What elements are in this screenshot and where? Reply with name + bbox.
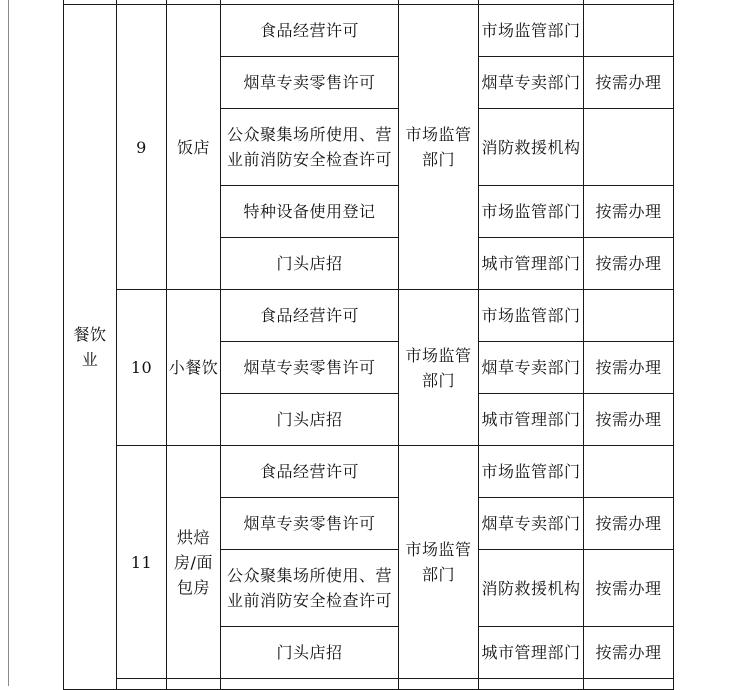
office-cell: 烟草专卖部门 — [479, 498, 584, 550]
permit-item: 食品经营许可 — [221, 5, 399, 57]
department-label: 市场监管部门 — [405, 540, 472, 584]
table-row — [64, 5, 674, 57]
permit-item: 公众聚集场所使用、营业前消防安全检查许可 — [226, 566, 392, 610]
note-cell: 按需办理 — [584, 394, 674, 446]
permit-item-cell — [221, 109, 399, 186]
group-number: 11 — [117, 446, 167, 679]
office-cell: 城市管理部门 — [479, 238, 584, 290]
permit-item: 烟草专卖零售许可 — [221, 57, 399, 109]
office-cell: 消防救援机构 — [479, 550, 584, 627]
permit-item: 烟草专卖零售许可 — [221, 342, 399, 394]
stub-cell — [399, 679, 479, 690]
office-cell: 市场监管部门 — [479, 446, 584, 498]
note-cell — [584, 446, 674, 498]
stub-cell — [479, 679, 584, 690]
office-cell: 消防救援机构 — [479, 109, 584, 186]
department-cell — [399, 5, 479, 290]
note-cell: 按需办理 — [584, 498, 674, 550]
permit-item: 食品经营许可 — [221, 446, 399, 498]
note-cell: 按需办理 — [584, 238, 674, 290]
note-cell — [584, 109, 674, 186]
permit-table-container — [63, 0, 673, 690]
office-cell: 市场监管部门 — [479, 290, 584, 342]
industry-label: 餐饮业 — [73, 325, 107, 369]
note-cell: 按需办理 — [584, 186, 674, 238]
office-cell: 城市管理部门 — [479, 627, 584, 679]
department-label: 市场监管部门 — [405, 125, 472, 169]
permit-item: 食品经营许可 — [221, 290, 399, 342]
table-row — [64, 290, 674, 342]
office-cell: 烟草专卖部门 — [479, 57, 584, 109]
note-cell — [584, 290, 674, 342]
shop-type: 饭店 — [167, 5, 221, 290]
permit-item: 门头店招 — [221, 394, 399, 446]
department-cell — [399, 446, 479, 679]
page-left-rule — [8, 0, 9, 686]
permit-item-cell — [221, 550, 399, 627]
shop-type: 烘焙房/面包房 — [174, 527, 213, 597]
table-row-bottom-stub — [64, 679, 674, 690]
permit-item: 公众聚集场所使用、营业前消防安全检查许可 — [226, 125, 392, 169]
note-cell: 按需办理 — [584, 57, 674, 109]
permit-item: 烟草专卖零售许可 — [221, 498, 399, 550]
note-cell — [584, 5, 674, 57]
stub-cell — [117, 679, 167, 690]
note-cell: 按需办理 — [584, 550, 674, 627]
office-cell: 市场监管部门 — [479, 186, 584, 238]
table-row — [64, 446, 674, 498]
group-number: 10 — [117, 290, 167, 446]
department-label: 市场监管部门 — [405, 345, 472, 390]
office-cell: 烟草专卖部门 — [479, 342, 584, 394]
department-cell — [399, 290, 479, 446]
office-cell: 市场监管部门 — [479, 5, 584, 57]
group-number: 9 — [117, 5, 167, 290]
stub-cell — [167, 679, 221, 690]
stub-cell — [584, 679, 674, 690]
note-cell: 按需办理 — [584, 342, 674, 394]
permit-item: 门头店招 — [221, 627, 399, 679]
permit-table — [63, 0, 674, 690]
shop-type: 小餐饮 — [167, 290, 221, 446]
permit-item: 门头店招 — [221, 238, 399, 290]
industry-cell — [64, 5, 117, 690]
permit-item: 特种设备使用登记 — [221, 186, 399, 238]
office-cell: 城市管理部门 — [479, 394, 584, 446]
shop-type-cell — [167, 446, 221, 679]
note-cell: 按需办理 — [584, 627, 674, 679]
stub-cell — [221, 679, 399, 690]
